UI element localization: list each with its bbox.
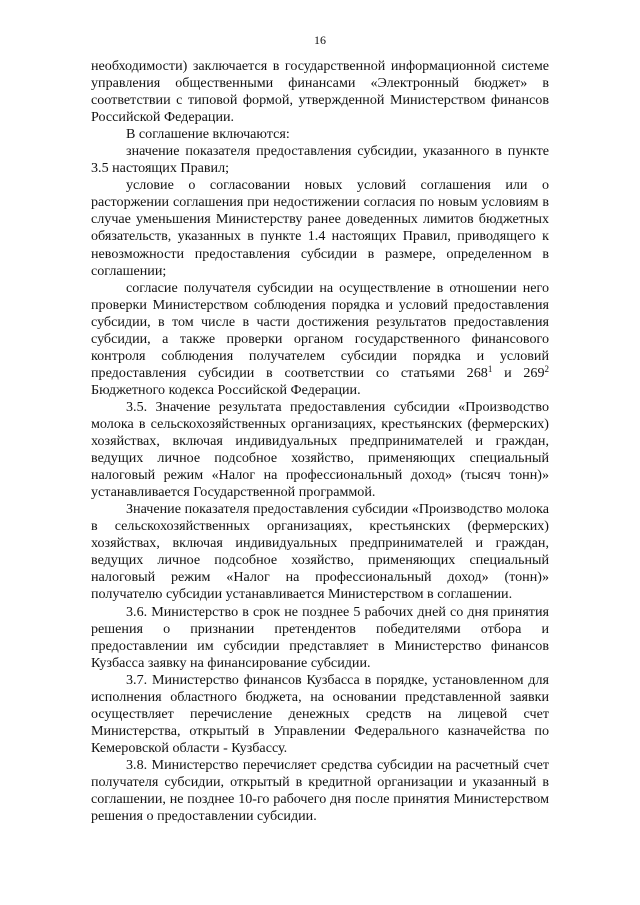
paragraph-3-7: 3.7. Министерство финансов Кузбасса в порядке, установленном для исполнения областного бюджета, на основании представленной заявки осуществляет перечисление денежных средств на лицевой счет Министерства, открытый в Управлении Федерального казначейства по Кемеровской области - Кузбассу. — [91, 671, 549, 756]
consent-mid: и 269 — [492, 364, 545, 381]
consent-tail: Бюджетного кодекса Российской Федерации. — [91, 381, 361, 398]
page-number: 16 — [314, 33, 326, 47]
footnote-sup-1: 1 — [487, 363, 493, 374]
paragraph-3-6: 3.6. Министерство в срок не позднее 5 рабочих дней со дня принятия решения о признании претендентов победителями отбора и предоставлении им субсидии представляет в Министерство финансов Кузбасса заявку на финансирование субсидии. — [91, 603, 549, 671]
paragraph-3-5: 3.5. Значение результата предоставления субсидии «Производство молока в сельскохозяйственных организациях, крестьянских (фермерских) хозяйствах, включая индивидуальных предпринимателей и граждан, ведущих личное подсобное хозяйство, применяющих специальный налоговый режим «Налог на профессиональный доход» (тысяч тонн)» устанавливается Государственной программой. — [91, 398, 549, 501]
paragraph-recipient-consent — [91, 280, 549, 399]
paragraph-indicator-value: значение показателя предоставления субсидии, указанного в пункте 3.5 настоящих Правил; — [91, 143, 549, 177]
paragraph-indicator-milk: Значение показателя предоставления субсидии «Производство молока в сельскохозяйственных организациях, крестьянских (фермерских) хозяйствах, включая индивидуальных предпринимателей и граждан, ведущих личное подсобное хозяйство, применяющих специальный налоговый режим «Налог на профессиональный доход» (тонн)» получателю субсидии устанавливается Министерством в соглашении. — [91, 501, 549, 603]
paragraph-3-8: 3.8. Министерство перечисляет средства субсидии на расчетный счет получателя субсидии, открытый в кредитной организации и указанный в соглашении, не позднее 10-го рабочего дня после принятия Министерством решения о предоставлении субсидии. — [91, 756, 549, 825]
paragraph-new-conditions: условие о согласовании новых условий соглашения или о расторжении соглашения при недостижении согласия по новым условиям в случае уменьшения Министерству ранее доведенных лимитов бюджетных обязательств, указанных в пункте 1.4 настоящих Правил, приводящего к невозможности предоставления субсидии в размере, определенном в соглашении; — [91, 177, 549, 279]
body-text — [91, 58, 549, 825]
consent-text: согласие получателя субсидии на осуществление в отношении него проверки Министерством соблюдения порядка и условий предоставления субсидии, в том числе в части достижения результатов предоставления субсидии, а также проверки органом государственного финансового контроля соблюдения получателем субсидии порядка и условий предоставления субсидии в соответствии со статьями 268 — [91, 279, 549, 381]
paragraph-agreement-includes: В соглашение включаются: — [126, 126, 290, 143]
footnote-sup-2: 2 — [544, 363, 549, 374]
paragraph-intro-continuation: необходимости) заключается в государственной информационной системе управления общественными финансами «Электронный бюджет» в соответствии с типовой формой, утвержденной Министерством финансов Российской Федерации. — [91, 58, 549, 126]
